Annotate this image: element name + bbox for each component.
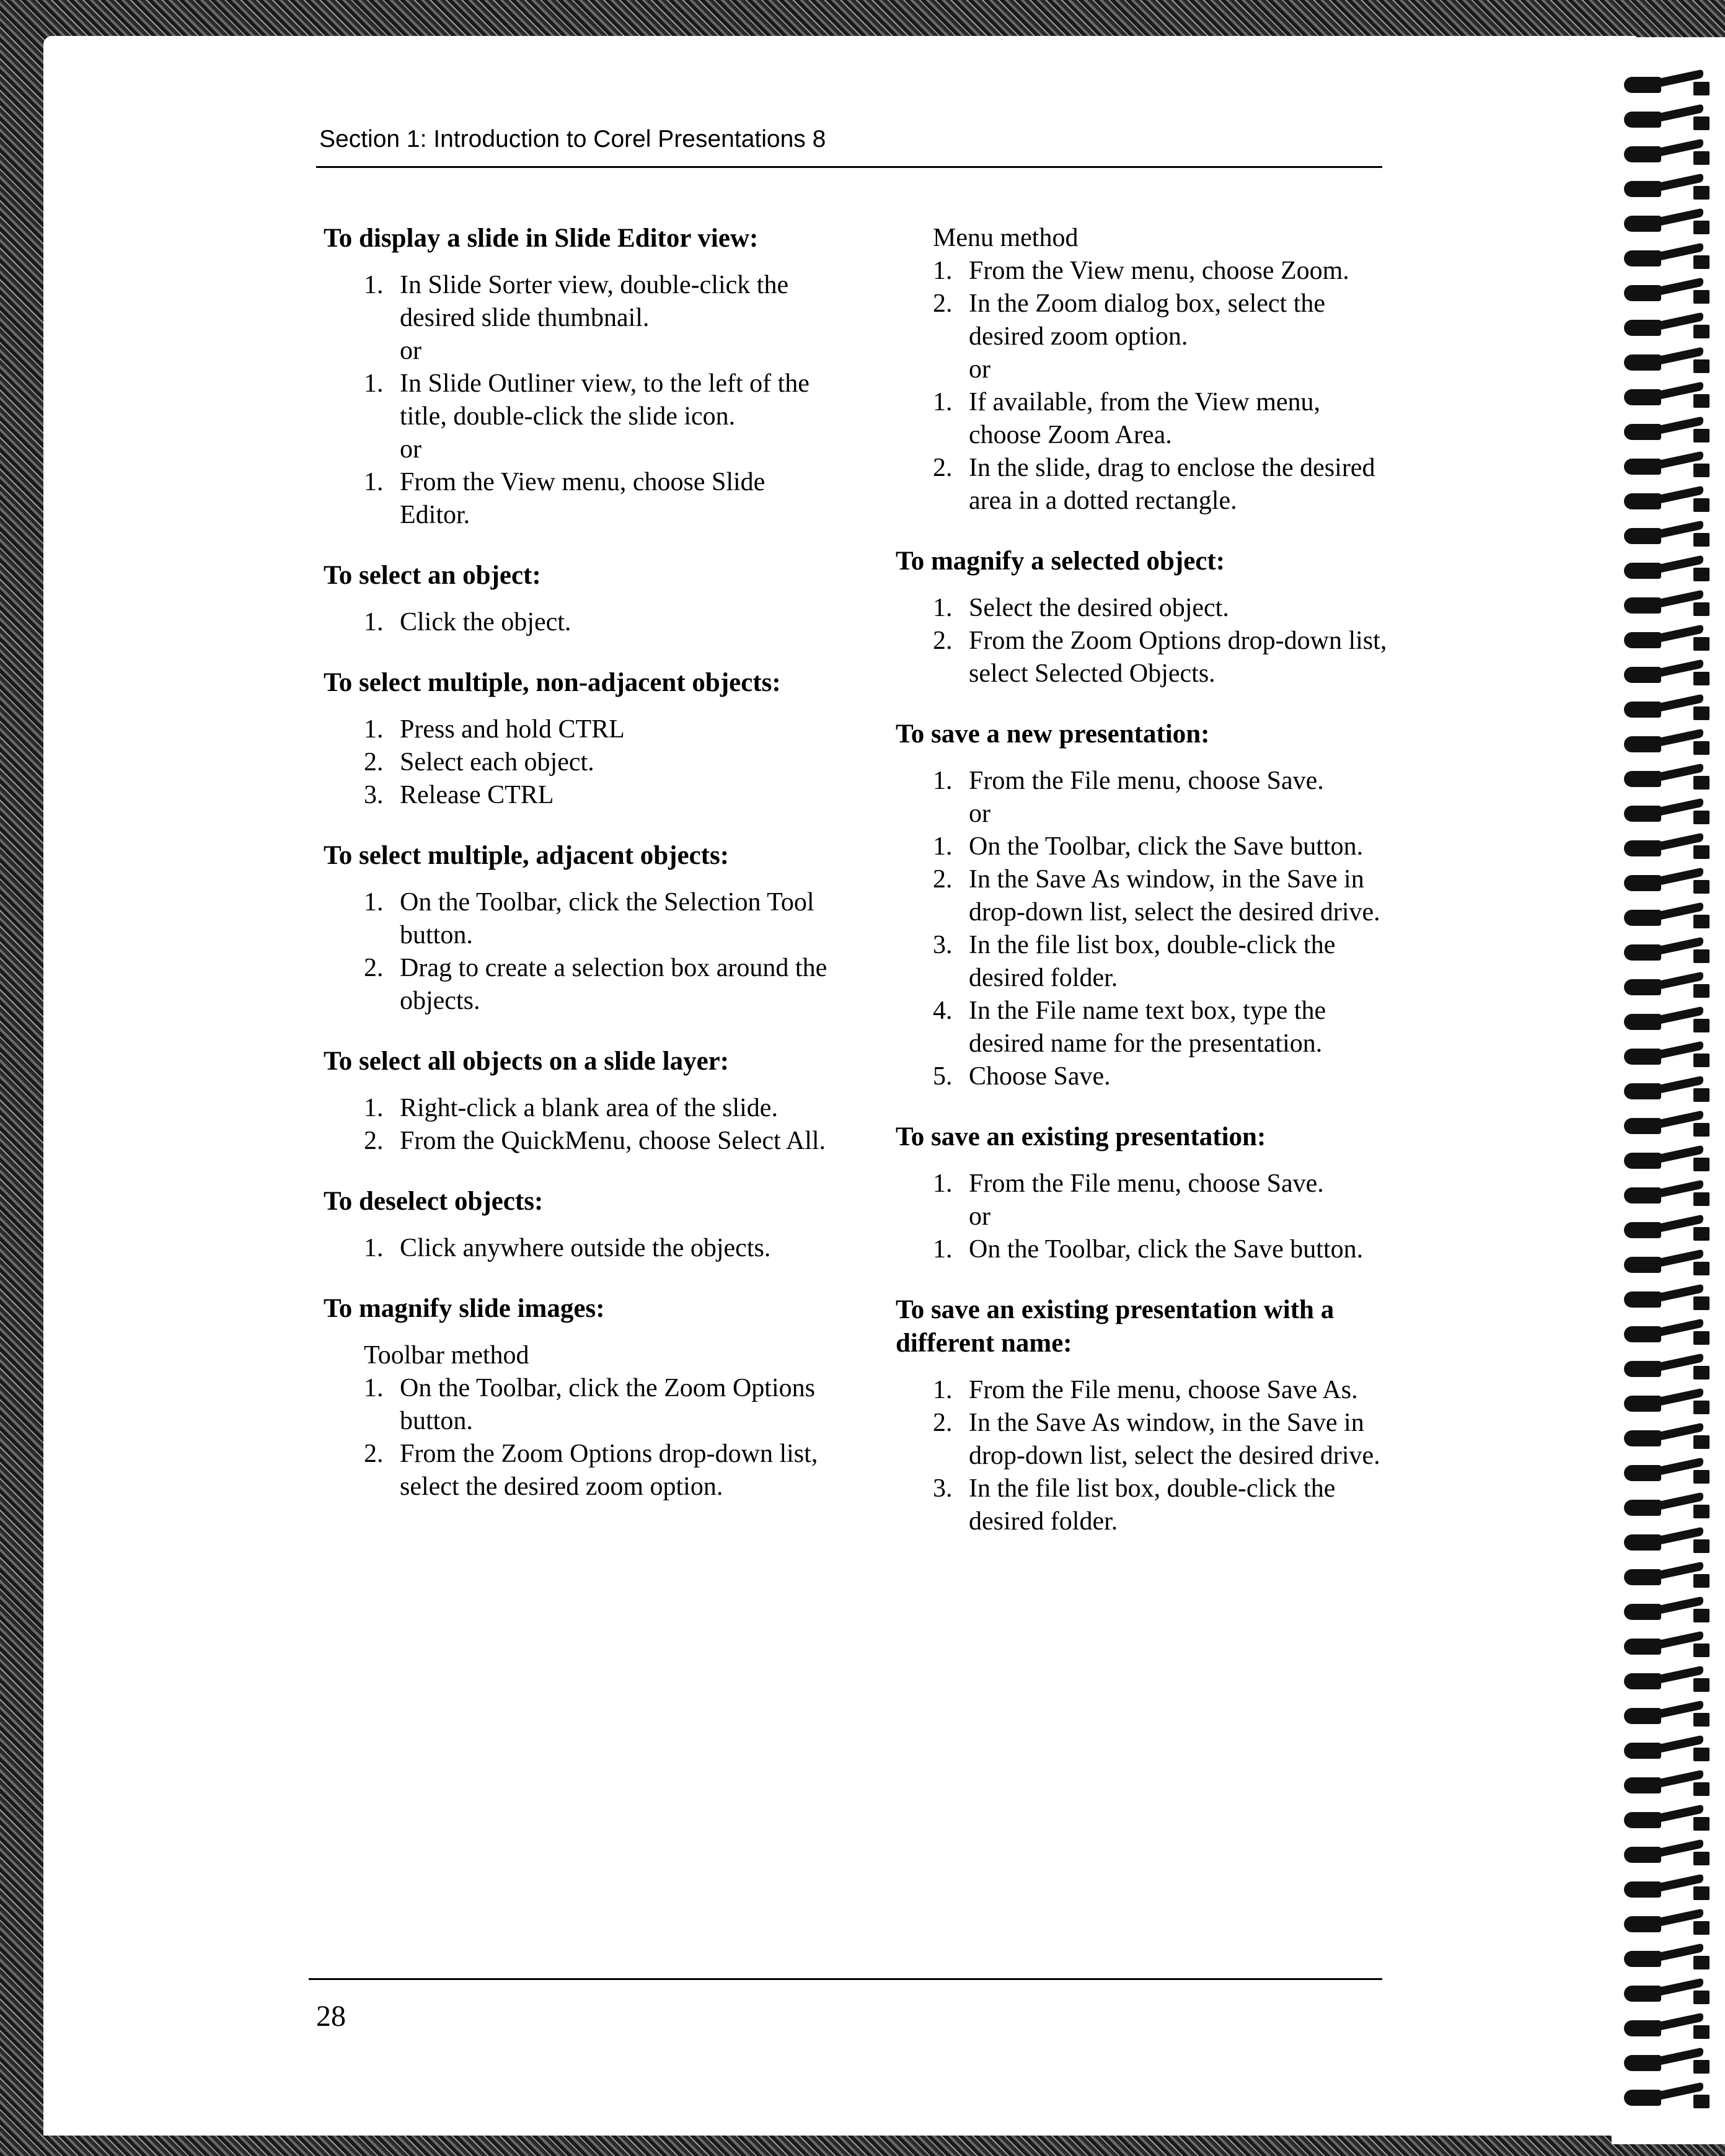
procedure-section [896,1120,1392,1266]
step-item [933,625,1392,690]
procedure-heading: To deselect objects: [324,1187,544,1216]
step-number: 2. [364,1127,384,1155]
step-list [896,592,1392,690]
spiral-ring [1624,2018,1717,2039]
or-separator: or [969,799,990,828]
step-number: 1. [933,1235,953,1264]
step-number: 1. [364,1094,384,1122]
step-number: 4. [933,997,953,1025]
spiral-ring [1624,1011,1717,1032]
step-list [324,269,838,532]
spiral-ring [1624,907,1717,928]
spiral-ring [1624,942,1717,963]
procedure-section [896,222,1392,517]
step-text: From the Zoom Options drop-down list, select Selected Objects. [969,627,1387,688]
step-list [896,1168,1392,1266]
or-separator: or [969,1202,990,1231]
spiral-ring [1624,178,1717,200]
spiral-ring [1624,1636,1717,1657]
spiral-ring [1624,1289,1717,1310]
step-text: In the file list box, double-click the desired folder. [969,1474,1336,1536]
step-text: In the file list box, double-click the desired folder. [969,931,1336,992]
step-number: 1. [933,832,953,861]
step-number: 1. [933,767,953,795]
step-text: Click anywhere outside the objects. [400,1234,771,1262]
procedure-section [896,1293,1392,1538]
spiral-ring [1624,213,1717,234]
spiral-ring [1624,2087,1717,2108]
spiral-ring [1624,1914,1717,1935]
step-item [933,1374,1392,1407]
procedure-section [324,666,838,812]
step-number: 1. [364,715,384,744]
step-number: 1. [364,888,384,917]
spiral-ring [1624,977,1717,998]
step-text: In the slide, drag to enclose the desired area in a dotted rectangle. [969,454,1375,515]
procedure-section [896,718,1392,1093]
spiral-ring [1624,1671,1717,1692]
spiral-ring [1624,1879,1717,1900]
spiral-ring [1624,352,1717,373]
spiral-ring [1624,1393,1717,1414]
step-text: If available, from the View menu, choose Zoom Area. [969,388,1320,449]
spiral-ring [1624,1428,1717,1449]
spiral-ring [1624,1046,1717,1067]
step-item [933,1233,1392,1266]
or-separator: or [400,435,421,464]
method-label: Menu method [933,224,1079,252]
spiral-ring [1624,699,1717,720]
step-item [933,288,1392,353]
step-number: 1. [364,1374,384,1402]
spiral-ring [1624,1220,1717,1241]
step-item [933,830,1392,863]
step-text: In the Save As window, in the Save in drop-down list, select the desired drive. [969,865,1380,926]
spiral-ring [1624,1601,1717,1622]
spiral-ring [1624,248,1717,269]
step-list [324,713,838,812]
step-number: 2. [364,1440,384,1468]
step-item [933,1407,1392,1472]
spiral-ring [1624,283,1717,304]
page-sheet [43,36,1636,2136]
step-text: Choose Save. [969,1062,1111,1091]
step-number: 1. [933,594,953,622]
step-list [324,886,838,1018]
step-list [896,255,1392,517]
spiral-ring [1624,768,1717,790]
running-header: Section 1: Introduction to Corel Presentations 8 [319,126,826,152]
step-number: 1. [364,608,384,636]
step-item [933,386,1392,452]
step-item [364,466,838,532]
procedure-heading: To select an object: [324,561,541,590]
or-separator: or [969,355,990,384]
step-text: From the Zoom Options drop-down list, select the desired zoom option. [400,1440,818,1501]
procedure-section [324,559,838,639]
spiral-ring [1624,1254,1717,1275]
spiral-ring [1624,560,1717,581]
procedure-heading: To display a slide in Slide Editor view: [324,224,759,253]
spiral-ring [1624,1463,1717,1484]
step-text: From the View menu, choose Slide Editor. [400,468,765,529]
step-text: In the Zoom dialog box, select the desired zoom option. [969,289,1326,351]
step-text: Right-click a blank area of the slide. [400,1094,778,1122]
step-number: 1. [364,1234,384,1262]
spiral-ring [1624,1115,1717,1137]
header-rule [316,166,1382,168]
step-number: 2. [364,954,384,982]
step-text: Select the desired object. [969,594,1229,622]
spiral-ring [1624,1497,1717,1518]
spiral-ring [1624,1775,1717,1796]
step-item [364,952,838,1018]
procedure-section [324,222,838,532]
step-number: 2. [364,748,384,777]
step-item [364,1438,838,1503]
left-column [324,222,838,1531]
step-number: 3. [933,931,953,959]
spiral-ring [1624,421,1717,442]
spiral-ring [1624,734,1717,755]
spiral-ring [1624,74,1717,95]
step-number: 1. [364,271,384,299]
procedure-section [896,545,1392,690]
spiral-ring [1624,1810,1717,1831]
step-item [933,592,1392,625]
spiral-ring [1624,1740,1717,1761]
page-number: 28 [316,2000,346,2033]
step-item [933,255,1392,288]
spiral-ring [1624,803,1717,824]
step-item [364,713,838,746]
step-text: Press and hold CTRL [400,715,625,744]
step-item [933,452,1392,517]
step-number: 2. [933,454,953,482]
step-text: From the File menu, choose Save. [969,767,1324,795]
step-item [364,886,838,952]
spiral-ring [1624,1081,1717,1102]
method-label: Toolbar method [364,1341,529,1370]
spiral-ring [1624,630,1717,651]
spiral-ring [1624,838,1717,859]
procedure-heading: To save an existing presentation: [896,1122,1266,1151]
or-separator: or [400,337,421,365]
spiral-ring [1624,1324,1717,1345]
step-text: Click the object. [400,608,571,636]
step-item [364,606,838,639]
procedure-section [324,1045,838,1158]
step-item [364,746,838,779]
step-item [364,367,838,433]
spiral-ring [1624,1185,1717,1206]
spiral-ring [1624,2053,1717,2074]
step-list [324,1372,838,1503]
step-text: On the Toolbar, click the Selection Tool button. [400,888,814,949]
step-text: Release CTRL [400,781,554,809]
step-text: On the Toolbar, click the Save button. [969,832,1364,861]
step-number: 3. [933,1474,953,1503]
step-number: 3. [364,781,384,809]
spiral-ring [1624,1358,1717,1379]
spiral-ring [1624,526,1717,547]
step-number: 2. [933,1409,953,1437]
spiral-ring [1624,1983,1717,2004]
step-text: From the View menu, choose Zoom. [969,257,1349,285]
procedure-section [324,1292,838,1503]
step-text: Select each object. [400,748,594,777]
step-text: From the QuickMenu, choose Select All. [400,1127,826,1155]
procedure-section [324,1185,838,1265]
step-item [364,269,838,335]
step-list [896,765,1392,1093]
procedure-heading: To select multiple, non-adjacent objects: [324,668,781,697]
step-text: In the Save As window, in the Save in drop-down list, select the desired drive. [969,1409,1380,1470]
procedure-heading: To select multiple, adjacent objects: [324,841,730,870]
spiral-ring [1624,1532,1717,1553]
step-item [364,779,838,812]
step-number: 1. [933,1169,953,1198]
step-number: 1. [933,257,953,285]
spiral-ring [1624,664,1717,685]
spiral-ring [1624,873,1717,894]
spiral-ring [1624,1705,1717,1727]
spiral-ring [1624,144,1717,165]
step-text: In the File name text box, type the desired name for the presentation. [969,997,1326,1058]
step-number: 2. [933,865,953,894]
step-item [364,1125,838,1158]
step-number: 2. [933,289,953,318]
procedure-heading: To magnify a selected object: [896,547,1225,576]
step-text: On the Toolbar, click the Zoom Options button. [400,1374,815,1435]
procedure-heading: To save a new presentation: [896,719,1210,749]
step-text: On the Toolbar, click the Save button. [969,1235,1364,1264]
spiral-ring [1624,317,1717,338]
footer-rule [309,1978,1382,1980]
procedure-heading: To select all objects on a slide layer: [324,1047,730,1076]
step-list [896,1374,1392,1538]
step-item [933,765,1392,798]
step-list [324,606,838,639]
step-item [364,1232,838,1265]
step-item [933,863,1392,929]
spiral-ring [1624,1948,1717,1969]
step-number: 5. [933,1062,953,1091]
step-list [324,1092,838,1158]
spiral-ring [1624,491,1717,512]
spiral-ring [1624,387,1717,408]
step-number: 1. [933,1376,953,1404]
step-item [933,1060,1392,1093]
step-number: 2. [933,627,953,655]
step-number: 1. [933,388,953,416]
step-item [364,1092,838,1125]
step-text: From the File menu, choose Save. [969,1169,1324,1198]
spiral-ring [1624,1844,1717,1865]
spiral-ring [1624,456,1717,477]
spiral-ring [1624,595,1717,616]
procedure-heading: To save an existing presentation with a different name: [896,1295,1335,1358]
spiral-ring [1624,1150,1717,1171]
step-item [364,1372,838,1438]
spiral-binding [1612,37,1725,2144]
step-item [933,929,1392,995]
step-number: 1. [364,468,384,496]
step-text: In Slide Sorter view, double-click the desired slide thumbnail. [400,271,789,332]
step-item [933,1168,1392,1200]
step-text: From the File menu, choose Save As. [969,1376,1358,1404]
step-item [933,1472,1392,1538]
spiral-ring [1624,1567,1717,1588]
step-item [933,995,1392,1060]
procedure-section [324,839,838,1018]
step-number: 1. [364,369,384,398]
step-list [324,1232,838,1265]
right-column [896,222,1392,1565]
step-text: Drag to create a selection box around the objects. [400,954,827,1015]
step-text: In Slide Outliner view, to the left of the title, double-click the slide icon. [400,369,810,431]
spiral-ring [1624,109,1717,130]
procedure-heading: To magnify slide images: [324,1294,605,1323]
